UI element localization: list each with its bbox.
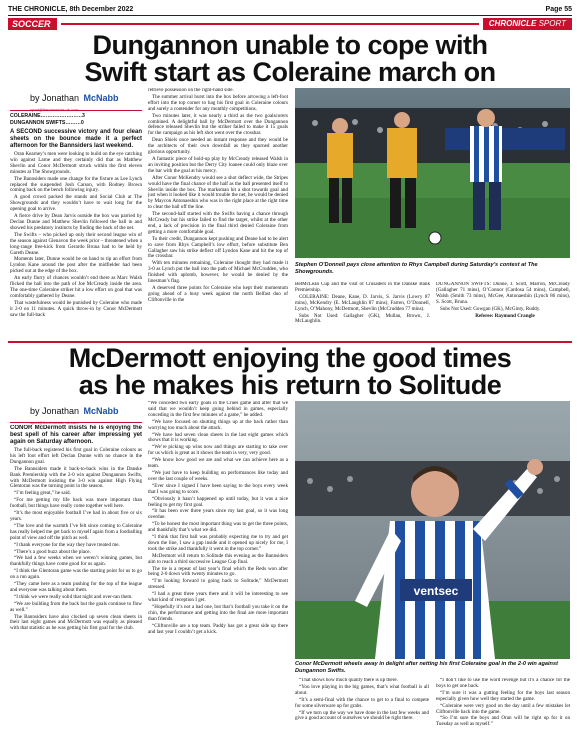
section-tag-sport: SPORT	[538, 19, 566, 28]
story2-photo-illustration	[295, 401, 570, 659]
story1-lineup-coleraine: COLERAINE: Deane, Kane, D. Jarvis, S. Jarvis (Lowry 87 mins), McKendry (E. McLaughlin 87 mins), Farren, O’Donnell, Lynch, O’Mahony, McDermott, Shevlin (McCrudden 77 mins).	[295, 293, 430, 312]
story2-paragraph: “We had a few weeks when we weren’t winning games, but thankfully things have come good for us again.	[10, 555, 142, 568]
story2-paragraph: “We have focused on shutting things up at the back rather than worrying too much about the attack.	[148, 418, 288, 431]
story2-paragraph: “Obviously it hasn’t happened up until today, but it was a nice feeling to get my first goal.	[148, 495, 288, 508]
story2-paragraph: “That shows how much quality there is up there.	[299, 678, 398, 683]
story1-paragraph: BetMcLean Cup and the visit of Crusaders in the Danske Bank Premiership.	[295, 282, 430, 293]
story2-byline-rule	[10, 422, 142, 423]
story2-paragraph: “I’m looking forward to going back to Solitude,” McDermott stressed.	[148, 578, 288, 591]
masthead	[8, 3, 572, 15]
section-tag-chronicle-sport	[483, 18, 572, 30]
story1-paragraph: The Bannsiders made one change for the fixture as Lee Lynch replaced the suspended Josh Carson, with Rodney Brown coming back on the bench following injury.	[10, 175, 142, 194]
story2-column-1	[10, 425, 142, 733]
story2-paragraph: “We have had seven clean sheets in the last eight games which shows that it is working.	[148, 431, 288, 444]
story2-paragraph: “I think that first ball was probably expecting me to try and get down the line, I saw a gap inside and it opened up nicely for me, I took the strike and thankfully it went in the top corner.”	[148, 534, 288, 552]
story1-byline-rule	[10, 110, 142, 111]
story1-paragraph: To their credit, Dungannon kept pushing and Deane had to be alert to save from Rhys Campbell’s low effort, before substitute Ben Gallagher saw his strike deflect off Lyndon Kane and hit the top of the crossbar.	[148, 235, 288, 260]
story2-photo	[295, 401, 570, 659]
section-bar	[8, 18, 572, 30]
story2-headline-line2: as he makes his return to Solitude	[78, 370, 502, 400]
story2-paragraph: “I’m feeling great,” he said.	[14, 490, 71, 497]
story2-headline-line1: McDermott enjoying the good times	[68, 343, 512, 373]
story2-paragraph: “So I’m sure the boys and Oran will be right up for it on Tuesday as well as myself.”	[436, 715, 570, 728]
story2-byline-by: by Jonathan	[30, 406, 80, 416]
story2-paragraph: “You love playing in the big games, that’s what football is all about.	[295, 683, 429, 696]
story2-paragraph: “Cliftonville are a top team. Paddy has got a great side up there and last year I couldn’t get a kick.	[148, 622, 288, 635]
story2-paragraph: “We conceded two early goals in the Crues game and after that we said that we wouldn’t keep going behind in games, especially conceding in the first few minutes of a game,” he added.	[148, 401, 288, 418]
story2-paragraph: The tie is a repeat of last year’s final which the Reds won after being 2-0 down with twenty minutes to go.	[148, 565, 288, 578]
story2-column-2	[148, 401, 288, 733]
story1-paragraph: Oran Kearney’s men were looking to build on the eye catching win against Larne and they certainly did that as Matthew Shevlin and Conor McDermott struck within the first eleven minutes at The Showgrounds.	[10, 151, 142, 175]
story2-column-4	[436, 678, 570, 733]
story2-paragraph: “We’re picking up wins now and things are starting to take over for us which is great as it shows the team is very, very good.	[148, 444, 288, 457]
story1-score-dungannon: DUNGANNON SWIFTS………0	[10, 120, 84, 126]
story1-paragraph: An early flurry of chances wouldn’t end there as Marc Walsh flicked the ball into the path of Joe McCready inside the area. The one-time Coleraine striker hit a low effort on goal that was comfortably gathered by Deane.	[10, 275, 142, 299]
story1-column-4	[436, 282, 570, 338]
story2-paragraph: The Bannsiders made it back-to-back wins in the Danske Bank Premiership with the 2-0 win against Dungannon Swifts, with McDermott insisting the 3-0 win against High Flying Glentoran was the turning point in the season.	[10, 465, 142, 490]
story1-byline-by: by Jonathan	[30, 93, 80, 103]
story2-paragraph: “I thank everyone for the way they have treated me.	[14, 541, 120, 548]
story2-paragraph: “We know how good we are and what we can achieve here as a team.	[148, 457, 288, 470]
story1-lineup-dungannon: DUNGANNON SWIFTS: Dunne, J. Scott, Marron, McCready (Gallagher 71 mins), O’Connor (Cardosa 54 mins), Campbell, Walsh (Smith 73 mins), McGee, Antonaeshin (Lynch 86 mins), S. Scott, Bruna.	[436, 282, 570, 305]
story2-paragraph: “I’m sure it was a gutting feeling for the boys last season especially given how well they started the game.	[436, 689, 570, 702]
story2-paragraph: “It’s a semi-final with the chance to get to a final to compete for some silverware up for grabs.	[295, 696, 429, 709]
story1-paragraph: Dean Shiels once needed an instant response and they would be the architects of their own downfall as they spurned another glorious opportunity.	[148, 137, 288, 156]
masthead-publication-date: THE CHRONICLE, 8th December 2022	[8, 5, 134, 13]
story1-byline-name: McNabb	[83, 93, 119, 103]
story1-paragraph: That wastefulness would be punished by Coleraine who made it 2-0 on 11 minutes. A quick throw-in by Conor McDermott saw the full-back	[10, 299, 142, 318]
story2-paragraph: McDermott will return to Solitude this evening as the Bannsiders aim to reach a third successive League Cup final.	[148, 552, 288, 565]
story2-photo-caption: Conor McDermott wheels away in delight after netting his first Coleraine goal in the 2-0 win against Dungannon Swifts.	[295, 661, 558, 674]
story2-paragraph: “I think the Glentoran game was the starting point for us to go on a run again.	[10, 568, 142, 581]
story2-byline-name: McNabb	[83, 406, 119, 416]
story1-score-coleraine: COLERAINE……………………3	[10, 113, 85, 119]
section-line	[61, 23, 479, 25]
story1-paragraph: The Swifts – who picked up only their second league win of the season against Glenavon the week prior – threatened when a long-range free-kick from Gerardo Bruna had to be held by Gareth Deane.	[10, 231, 142, 256]
story1-paragraph: The summer arrival burst into the box before arrowing a left-foot effort into the top corner to bag his first goal in Coleraine colours and surely a contender for any monthly competitions.	[148, 93, 288, 112]
story2-paragraph: The full-back registered his first goal in Coleraine colours as his left foot effort left Declan Dunne with no chance in the Dungannon goal.	[10, 447, 142, 465]
story2-paragraph: “For me getting my life back was more important than football, but things have really come together well here.	[10, 497, 142, 510]
story1-subs-dungannon: Subs Not Used: Gowgan (GK), McGinty, Ruddy.	[440, 305, 541, 312]
story2-paragraph: “It’s the most enjoyable football I’ve had in about five or six years.	[10, 510, 142, 522]
section-tag-chronicle: CHRONICLE	[488, 19, 537, 28]
story2-column-3	[295, 678, 429, 733]
masthead-page-number: Page 55	[545, 5, 572, 13]
section-tag-soccer: SOCCER	[8, 18, 57, 30]
story2-paragraph: The Bannsiders have also clocked up seven clean sheets in their last eight games and McDermott was equally as pleased with that statistic as he was getting his first goal for the club.	[10, 613, 142, 632]
story2-paragraph: “They came here as a team pushing for the top of the league and everyone was talking about them.	[10, 581, 142, 593]
story1-column-1	[10, 113, 142, 338]
story1-paragraph: Two minutes later, it was nearly a third as the two goalscorers combined. A delightful ball by McDermott over the Dungannon defence released Shevlin but the striker failed to make it 15 goals for the campaign as his left shot went over the crossbar.	[148, 112, 288, 137]
story2-paragraph: “Hopefully it’s not a bad one, but that’s football you take it on the chin, the performance and getting into the final are more important than friends.	[148, 604, 288, 622]
story1-photo	[295, 88, 570, 258]
story1-photo-illustration	[295, 88, 570, 258]
story1-paragraph: A good crowd packed the stands and Social Club at The Showgrounds and they wouldn’t have to wait long for the opening goal to arrive.	[10, 194, 142, 213]
story2-headline	[8, 345, 572, 399]
masthead-rule	[8, 15, 572, 16]
story2-paragraph: “I think we were really solid that night and over-ran them.	[14, 593, 133, 600]
story2-paragraph: “There’s a good buzz about the place.	[14, 548, 91, 555]
story2-paragraph: “We just have to keep building on performances like today and over the last couple of weeks.	[148, 469, 288, 482]
story2-paragraph: “We are building from the back but the goals continue to flow as well.”	[10, 600, 142, 613]
story1-column-3	[295, 282, 430, 338]
story2-paragraph: “I don’t like to use the word revenge but it’s a chance for the boys to get one back.	[436, 678, 570, 689]
story2-paragraph: “It has been over three years since my last goal, so it was long overdue.	[148, 508, 288, 521]
story1-paragraph: After Conor McKendry would see a shot deflect wide, the Stripes would have the final chance of the half as the ball presented itself to Shevlin inside the box. The marksman hit a shot towards goal and just when it looked like it would trouble the net, he would be denied by Maycon Antonaeshin who was in the right place at the right time to clear the ball off the line.	[148, 174, 288, 211]
story1-lead: A SECOND successive victory and four clean sheets on the bounce made it a perfect afternoon for the Bannsiders last weekend.	[10, 129, 142, 149]
sponsor-text: ventsec	[413, 584, 459, 598]
story1-paragraph: A fantastic piece of hold-up play by McCready released Walsh in an inviting position but the Derry City loanee could only blaze over the bar with the goal at his mercy.	[148, 155, 288, 174]
story1-photo-caption: Stephen O’Donnell pays close attention to Rhys Campbell during Saturday’s contest at The Showgrounds.	[295, 262, 538, 275]
story2-paragraph: “I had a great three years there and it will be interesting to see what kind of reception I get.	[148, 591, 288, 604]
story1-subs-coleraine: Subs Not Used: Gallagher (GK), Mullan, Brown, J. McLaughlin.	[295, 312, 430, 325]
story1-paragraph: A fierce drive by Dean Jarvis outside the box was parried by Declan Dunne and Matthew Shevlin followed the ball in and showed his predatory instincts by finding the back of the net.	[10, 213, 142, 231]
story2-paragraph: “To be honest the most important thing was to get the three points, and thankfully that’s what we did.	[148, 521, 288, 534]
story1-paragraph: Moments later, Dunne would be on hand to tip an effort from Lyndon Kane around the post after the midfielder had been picked out at the edge of the box.	[10, 256, 142, 275]
story2-lead: CONOR McDermott insists he is enjoying the best spell of his career after impressing yet again on Saturday afternoon.	[10, 425, 142, 445]
story1-paragraph: The second-half started with the Swifts having a chance through McCready but his strike failed to find the target, whilst at the other end, a lack of precision in the final third denied Coleraine from getting a more comfortable goal.	[148, 211, 288, 235]
story1-paragraph: With ten minutes remaining, Coleraine thought they had made it 3-0 as Lynch put the ball into the path of Michael McCrudden, who finished with aplomb, however, he would be denied by the linesman’s flag.	[148, 260, 288, 285]
story1-headline-line1: Dungannon unable to cope with	[92, 30, 488, 60]
story2-paragraph: “The love and the warmth I’ve felt since coming to Coleraine has really helped me get back to myself again from a footballing point of view and off the pitch as well.	[10, 522, 142, 541]
story2-paragraph: “Ever since I signed I have been saying to the boys every week that I was going to score.	[148, 482, 288, 495]
story1-referee: Referee: Raymond Crangle	[475, 312, 535, 319]
story2-paragraph: “If we turn up the way we have done in the last few weeks and give a good account of ourselves we should be right there.	[295, 709, 429, 722]
story1-headline-line2: Swift start as Coleraine march on	[84, 57, 496, 87]
story1-paragraph: retrieve possession on the right-hand side.	[148, 88, 234, 93]
story1-headline	[8, 32, 572, 86]
story2-paragraph: “Coleraine were very good on the day until a few mistakes let Cliftonville back into the game.	[436, 702, 570, 715]
story1-column-2	[148, 88, 288, 338]
story1-paragraph: A deserved three points for Coleraine who kept their momentum going ahead of a busy week against the north Belfast duo of Cliftonville in the	[148, 285, 288, 303]
story1-byline	[30, 88, 119, 112]
